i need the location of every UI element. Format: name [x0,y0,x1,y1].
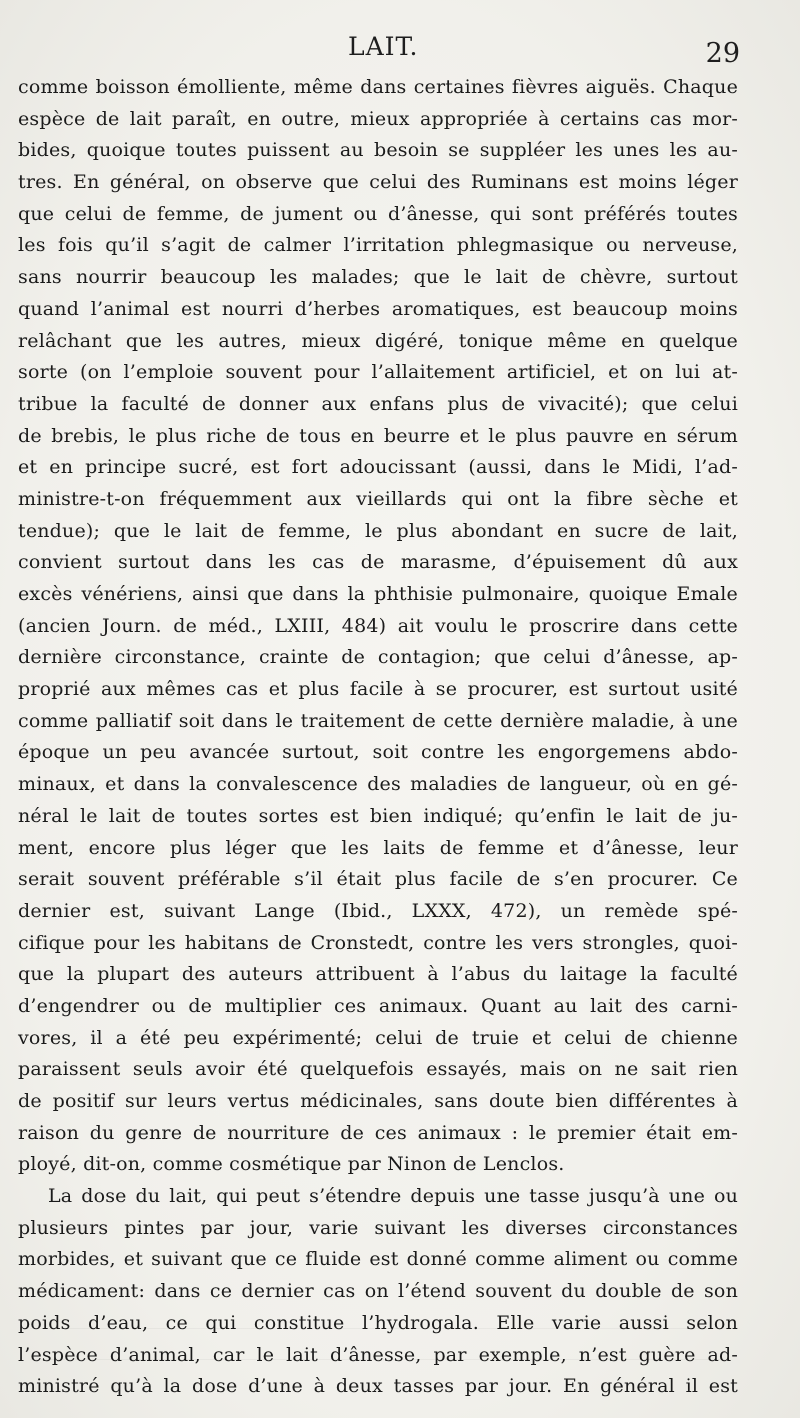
text-line: ployé, dit-on, comme cosmétique par Ninon de Lenclos. [18,1153,565,1176]
text-line: l’espèce d’animal, car le lait d’ânesse, par exemple, n’est guère ad- [18,1343,738,1366]
text-line: les fois qu’il s’agit de calmer l’irritation phlegmasique ou nerveuse, [18,234,738,257]
text-line: tres. En général, on observe que celui des Ruminans est moins léger [18,171,738,194]
text-line: cifique pour les habitans de Cronstedt, contre les vers strongles, quoi- [18,931,738,954]
text-line: d’engendrer ou de multiplier ces animaux. Quant au lait des carni- [18,994,738,1017]
text-line: sorte (on l’emploie souvent pour l’allaitement artificiel, et on lui at- [18,361,738,384]
text-line: proprié aux mêmes cas et plus facile à se procurer, est surtout usité [18,678,738,701]
text-line: quand l’animal est nourri d’herbes aromatiques, est beaucoup moins [18,297,738,320]
text-line: espèce de lait paraît, en outre, mieux appropriée à certains cas mor- [18,107,738,130]
text-line: ment, encore plus léger que les laits de femme et d’ânesse, leur [18,836,738,859]
text-line: La dose du lait, qui peut s’étendre depuis une tasse jusqu’à une ou [48,1185,738,1208]
text-line: comme boisson émolliente, même dans certaines fièvres aiguës. Chaque [18,76,738,98]
text-line: plusieurs pintes par jour, varie suivant les diverses circonstances [18,1216,738,1239]
text-line: morbides, et suivant que ce fluide est donné comme aliment ou comme [18,1248,738,1271]
running-head: LAIT. [348,32,419,61]
text-line: bides, quoique toutes puissent au besoin se suppléer les unes les au- [18,139,738,162]
page-header [18,32,738,72]
text-line: sans nourrir beaucoup les malades; que le lait de chèvre, surtout [18,266,738,289]
text-line: dernière circonstance, crainte de contagion; que celui d’ânesse, ap- [18,646,738,669]
text-line: (ancien Journ. de méd., LXIII, 484) ait voulu le proscrire dans cette [18,614,738,637]
text-line: ministre-t-on fréquemment aux vieillards qui ont la fibre sèche et [18,487,738,510]
page-number: 29 [705,38,740,69]
text-line: vores, il a été peu expérimenté; celui de truie et celui de chienne [18,1026,738,1049]
text-line: serait souvent préférable s’il était plus facile de s’en procurer. Ce [18,868,738,891]
text-line: époque un peu avancée surtout, soit contre les engorgemens abdo- [18,741,738,764]
show-through [30,1328,730,1388]
text-line: dernier est, suivant Lange (Ibid., LXXX, 472), un remède spé- [18,899,738,922]
text-line: excès vénériens, ainsi que dans la phthisie pulmonaire, quoique Emale [18,583,738,605]
text-line: tendue); que le lait de femme, le plus abondant en sucre de lait, [18,519,738,542]
text-line: néral le lait de toutes sortes est bien indiqué; qu’enfin le lait de ju- [18,804,738,827]
text-line: ministré qu’à la dose d’une à deux tasses par jour. En général il est [18,1375,738,1398]
text-line: et en principe sucré, est fort adoucissant (aussi, dans le Midi, l’ad- [18,456,738,479]
text-line: médicament: dans ce dernier cas on l’étend souvent du double de son [18,1280,738,1303]
text-line: que la plupart des auteurs attribuent à l’abus du laitage la faculté [18,963,738,986]
text-line: que celui de femme, de jument ou d’ânesse, qui sont préférés toutes [18,202,738,225]
text-line: raison du genre de nourriture de ces animaux : le premier était em- [18,1121,738,1144]
text-line: de brebis, le plus riche de tous en beurre et le plus pauvre en sérum [18,424,738,447]
text-line: tribue la faculté de donner aux enfans plus de vivacité); que celui [18,392,738,415]
text-line: poids d’eau, ce qui constitue l’hydrogala. Elle varie aussi selon [18,1311,738,1334]
text-line: relâchant que les autres, mieux digéré, tonique même en quelque [18,329,738,352]
paragraph-1 [18,72,738,1181]
text-line: comme palliatif soit dans le traitement de cette dernière maladie, à une [18,709,738,732]
text-line: paraissent seuls avoir été quelquefois essayés, mais on ne sait rien [18,1058,738,1081]
text-line: convient surtout dans les cas de marasme, d’épuisement dû aux [18,551,738,574]
text-line: de positif sur leurs vertus médicinales, sans doute bien différentes à [18,1090,738,1112]
body-text [18,72,738,1403]
text-line: minaux, et dans la convalescence des maladies de langueur, où en gé- [18,773,738,796]
